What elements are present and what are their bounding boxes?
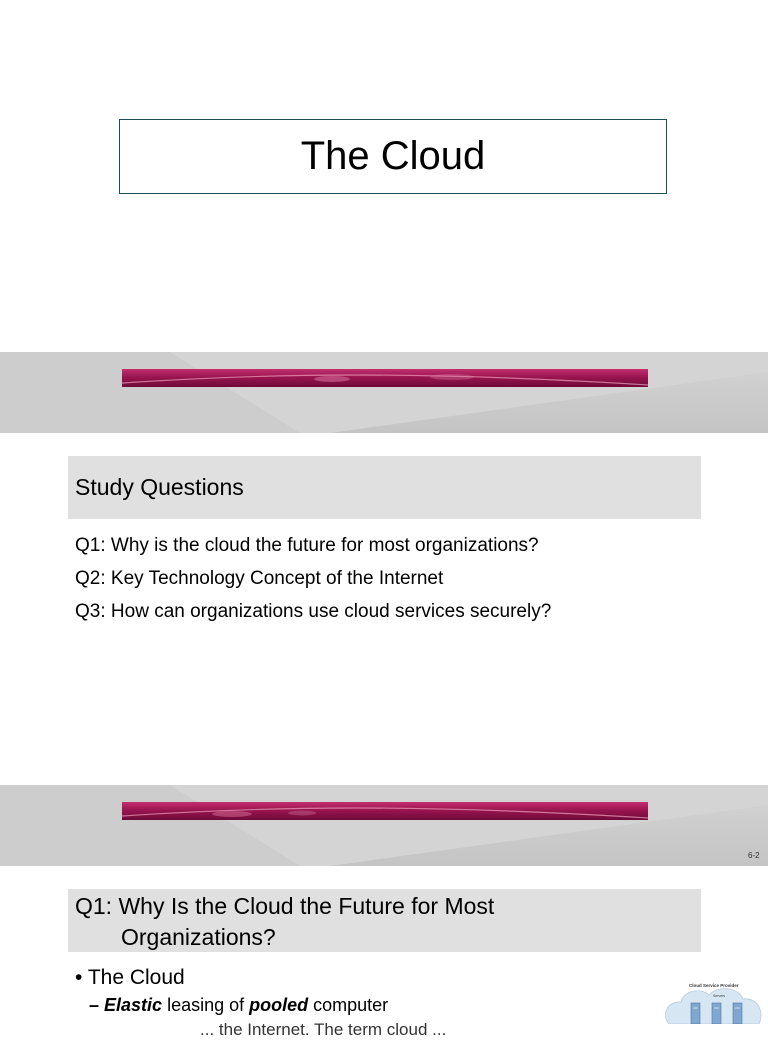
ribbon-streak xyxy=(122,369,648,387)
divider-shading xyxy=(0,352,768,433)
question-2: Q2: Key Technology Concept of the Internet xyxy=(75,568,444,589)
bullet-icon: • xyxy=(75,966,88,989)
slide-divider xyxy=(0,352,768,433)
ribbon-bar xyxy=(122,369,648,387)
q1-heading xyxy=(68,889,701,952)
study-questions-title: Study Questions xyxy=(75,474,244,500)
study-questions-heading xyxy=(68,456,701,519)
emphasis-pooled: pooled xyxy=(249,995,309,1015)
question-3: Q3: How can organizations use cloud services securely? xyxy=(75,601,552,622)
cloud-diagram-servers-label: Servers xyxy=(713,994,726,998)
sub-bullet xyxy=(89,995,388,1016)
sub-bullet-cutoff: ... the Internet. The term cloud ... xyxy=(200,1020,447,1039)
slide-title: The Cloud xyxy=(300,134,486,178)
slide-divider xyxy=(0,785,768,866)
q1-heading-line1: Q1: Why Is the Cloud the Future for Most xyxy=(75,893,495,919)
bullet-text: The Cloud xyxy=(87,966,185,989)
cloud-diagram xyxy=(655,975,765,1024)
sub-text-2: computer xyxy=(308,995,389,1015)
q1-heading-line2: Organizations? xyxy=(121,924,276,950)
dash-icon: – xyxy=(89,995,100,1015)
question-1: Q1: Why is the cloud the future for most organizations? xyxy=(75,535,539,556)
ribbon-bar xyxy=(122,802,648,820)
slide-number: 6-2 xyxy=(748,851,760,860)
divider-shading xyxy=(0,785,768,866)
sub-text-1: leasing of xyxy=(162,995,250,1015)
bullet-item xyxy=(75,966,185,990)
slide-title-box xyxy=(119,119,667,194)
emphasis-elastic: Elastic xyxy=(104,995,163,1015)
ribbon-streak xyxy=(122,802,648,820)
cloud-diagram-caption: Cloud Service Provider xyxy=(689,983,739,988)
